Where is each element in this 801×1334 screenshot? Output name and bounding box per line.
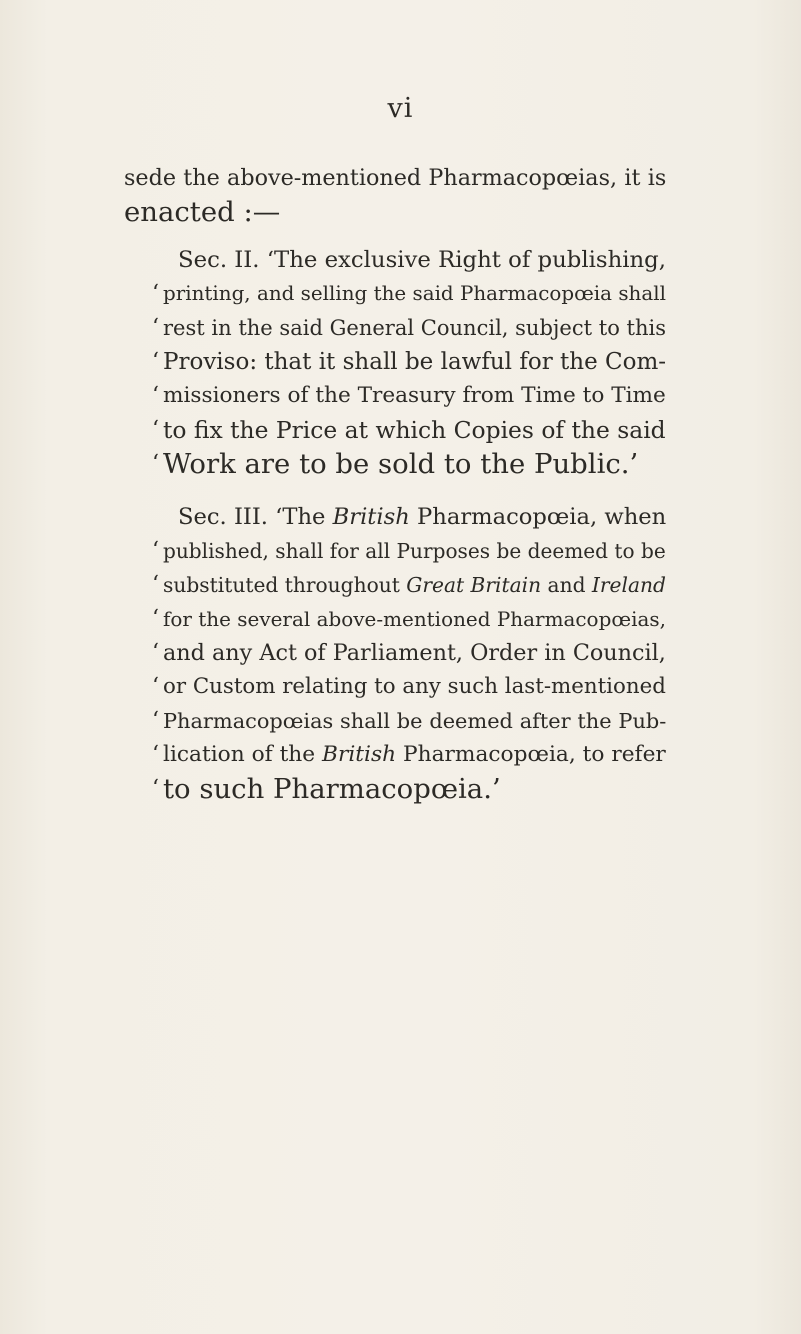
sec3-line-3 [163, 568, 666, 602]
open-quote: ‘ [152, 349, 159, 374]
page-number: vi [387, 93, 414, 124]
sec2-text-1: The exclusive Right of publishing, [274, 247, 666, 273]
sec3-italic-ireland: Ireland [591, 573, 666, 597]
sec3-text-3a: substituted throughout [163, 573, 400, 597]
intro-line-2: enacted :— [124, 196, 281, 228]
sec2-line-2: printing, and selling the said Pharmacopœia shall [163, 282, 666, 305]
sec3-line-6: or Custom relating to any such last-mentioned [163, 674, 666, 699]
open-quote: ‘ [152, 451, 159, 476]
open-quote: ‘ [152, 538, 159, 563]
sec3-text-1b: Pharmacopœia, when [417, 504, 667, 530]
open-quote: ‘ [152, 417, 159, 442]
open-quote: ‘ [152, 383, 159, 408]
sec3-line-8 [163, 738, 666, 772]
sec2-line-6: to fix the Price at which Copies of the said [163, 416, 666, 444]
open-quote: ‘ [152, 281, 159, 306]
open-quote: ‘ [152, 315, 159, 340]
intro-line-1: sede the above-mentioned Pharmacopœias, it is [124, 165, 667, 191]
open-quote: ‘ [275, 504, 283, 530]
sec2-line-3: rest in the said General Council, subject to this [163, 315, 667, 340]
sec3-line-7: Pharmacopœias shall be deemed after the Pub- [163, 709, 667, 733]
sec3-line-9: to such Pharmacopœia.’ [163, 773, 501, 805]
sec3-italic-british-2: British [322, 742, 397, 767]
sec2-line-7: Work are to be sold to the Public.’ [163, 448, 639, 480]
sec2-line-4: Proviso: that it shall be lawful for the Com- [163, 349, 667, 375]
sec3-line-2: published, shall for all Purposes be deemed to be [163, 539, 666, 563]
sec3-text-3b: and [547, 573, 586, 597]
open-quote: ‘ [152, 606, 159, 631]
open-quote: ‘ [152, 674, 159, 699]
sec2-line-5: missioners of the Treasury from Time to Time [163, 383, 666, 408]
open-quote: ‘ [152, 572, 159, 597]
sec3-text-8a: lication of the [163, 742, 316, 767]
sec3-text-8b: Pharmacopœia, to refer [402, 742, 666, 767]
open-quote: ‘ [152, 640, 159, 665]
sec3-label: Sec. III. [178, 504, 268, 530]
sec3-italic-great-britain: Great Britain [406, 573, 542, 597]
open-quote: ‘ [152, 708, 159, 733]
sec3-italic-british: British [332, 504, 410, 530]
sec3-line-1 [178, 500, 666, 534]
sec3-text-1a: The [282, 504, 326, 530]
open-quote: ‘ [152, 776, 159, 801]
sec2-line-1 [178, 243, 666, 277]
open-quote: ‘ [266, 247, 275, 273]
sec2-label: Sec. II. [178, 247, 260, 273]
sec3-line-4: for the several above-mentioned Pharmacopœias, [163, 607, 666, 631]
open-quote: ‘ [152, 742, 159, 767]
sec3-line-5: and any Act of Parliament, Order in Council, [163, 640, 666, 666]
